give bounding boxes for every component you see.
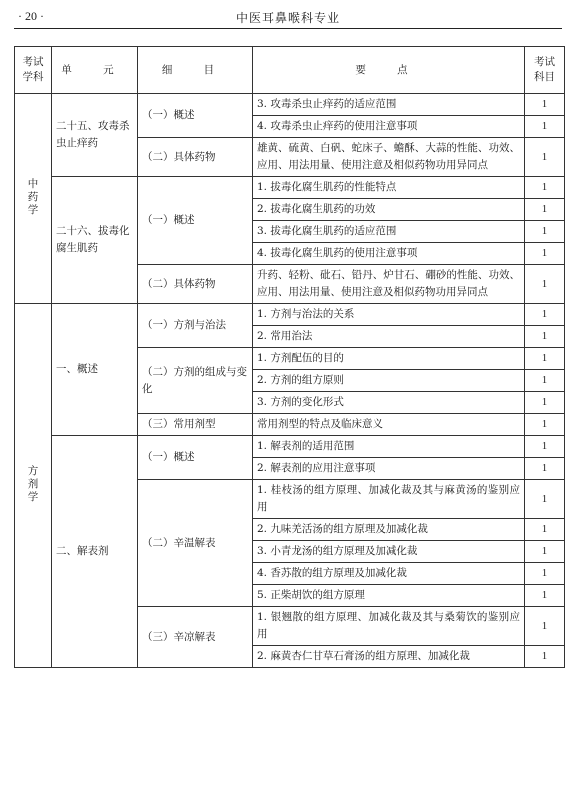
subject-name: 方剂学 — [27, 465, 39, 503]
point-cell: 1. 解表剂的适用范围 — [253, 436, 525, 458]
unit-cell: 二十六、拔毒化腐生肌药 — [52, 177, 138, 304]
point-cell: 3. 拔毒化腐生肌药的适应范围 — [253, 221, 525, 243]
level-cell: 1 — [525, 458, 565, 480]
table-row — [15, 177, 565, 199]
level-cell: 1 — [525, 436, 565, 458]
point-cell: 1. 银翘散的组方原理、加减化裁及其与桑菊饮的鉴别应用 — [253, 607, 525, 646]
point-cell: 2. 麻黄杏仁甘草石膏汤的组方原理、加减化裁 — [253, 646, 525, 668]
level-cell: 1 — [525, 177, 565, 199]
point-cell: 1. 方剂与治法的关系 — [253, 304, 525, 326]
level-cell: 1 — [525, 138, 565, 177]
point-cell: 1. 方剂配伍的目的 — [253, 348, 525, 370]
level-cell: 1 — [525, 116, 565, 138]
level-cell: 1 — [525, 563, 565, 585]
subject-cell — [15, 94, 52, 304]
point-cell: 4. 拔毒化腐生肌药的使用注意事项 — [253, 243, 525, 265]
detail-cell: （一）概述 — [138, 94, 253, 138]
header-detail-label: 细 目 — [161, 63, 229, 76]
detail-cell: （三）辛凉解表 — [138, 607, 253, 668]
level-cell: 1 — [525, 480, 565, 519]
point-cell: 1. 桂枝汤的组方原理、加减化裁及其与麻黄汤的鉴别应用 — [253, 480, 525, 519]
level-cell: 1 — [525, 392, 565, 414]
detail-cell: （一）概述 — [138, 177, 253, 265]
level-cell: 1 — [525, 607, 565, 646]
table-row — [15, 436, 565, 458]
point-cell: 1. 拔毒化腐生肌药的性能特点 — [253, 177, 525, 199]
detail-cell: （一）概述 — [138, 436, 253, 480]
unit-cell: 二十五、攻毒杀虫止痒药 — [52, 94, 138, 177]
header-unit-label: 单 元 — [61, 63, 128, 76]
detail-cell: （二）辛温解表 — [138, 480, 253, 607]
running-title: 中医耳鼻喉科专业 — [235, 11, 340, 25]
level-cell: 1 — [525, 199, 565, 221]
point-cell: 2. 九味羌活汤的组方原理及加减化裁 — [253, 519, 525, 541]
header-detail — [138, 47, 253, 94]
header-level: 考试科目 — [525, 47, 565, 94]
point-cell: 升药、轻粉、砒石、铅丹、炉甘石、硼砂的性能、功效、应用、用法用量、使用注意及相似药物功用异同点 — [253, 265, 525, 304]
level-cell: 1 — [525, 265, 565, 304]
detail-cell: （二）具体药物 — [138, 265, 253, 304]
table-row — [15, 304, 565, 326]
header-subject: 考试学科 — [15, 47, 52, 94]
level-cell: 1 — [525, 646, 565, 668]
level-cell: 1 — [525, 94, 565, 116]
level-cell: 1 — [525, 348, 565, 370]
point-cell: 常用剂型的特点及临床意义 — [253, 414, 525, 436]
table-row — [15, 94, 565, 116]
point-cell: 3. 攻毒杀虫止痒药的适应范围 — [253, 94, 525, 116]
unit-cell: 二、解表剂 — [52, 436, 138, 668]
syllabus-body — [15, 47, 565, 668]
point-cell: 4. 香苏散的组方原理及加减化裁 — [253, 563, 525, 585]
syllabus-table — [14, 46, 565, 668]
detail-cell: （三）常用剂型 — [138, 414, 253, 436]
point-cell: 4. 攻毒杀虫止痒药的使用注意事项 — [253, 116, 525, 138]
level-cell: 1 — [525, 370, 565, 392]
header-points — [253, 47, 525, 94]
page-header — [14, 6, 562, 29]
point-cell: 2. 方剂的组方原则 — [253, 370, 525, 392]
level-cell: 1 — [525, 414, 565, 436]
subject-name: 中药学 — [27, 178, 39, 216]
detail-cell: （一）方剂与治法 — [138, 304, 253, 348]
level-cell: 1 — [525, 519, 565, 541]
header-unit — [52, 47, 138, 94]
page-number: · 20 · — [18, 9, 44, 23]
header-points-label: 要 点 — [355, 63, 422, 76]
unit-cell: 一、概述 — [52, 304, 138, 436]
point-cell: 雄黄、硫黄、白矾、蛇床子、蟾酥、大蒜的性能、功效、应用、用法用量、使用注意及相似药物功用异同点 — [253, 138, 525, 177]
level-cell: 1 — [525, 326, 565, 348]
level-cell: 1 — [525, 304, 565, 326]
table-header-row — [15, 47, 565, 94]
point-cell: 3. 方剂的变化形式 — [253, 392, 525, 414]
subject-cell — [15, 304, 52, 668]
level-cell: 1 — [525, 243, 565, 265]
point-cell: 2. 常用治法 — [253, 326, 525, 348]
point-cell: 3. 小青龙汤的组方原理及加减化裁 — [253, 541, 525, 563]
point-cell: 5. 正柴胡饮的组方原理 — [253, 585, 525, 607]
level-cell: 1 — [525, 221, 565, 243]
level-cell: 1 — [525, 541, 565, 563]
point-cell: 2. 解表剂的应用注意事项 — [253, 458, 525, 480]
point-cell: 2. 拔毒化腐生肌药的功效 — [253, 199, 525, 221]
level-cell: 1 — [525, 585, 565, 607]
detail-cell: （二）方剂的组成与变化 — [138, 348, 253, 414]
detail-cell: （二）具体药物 — [138, 138, 253, 177]
